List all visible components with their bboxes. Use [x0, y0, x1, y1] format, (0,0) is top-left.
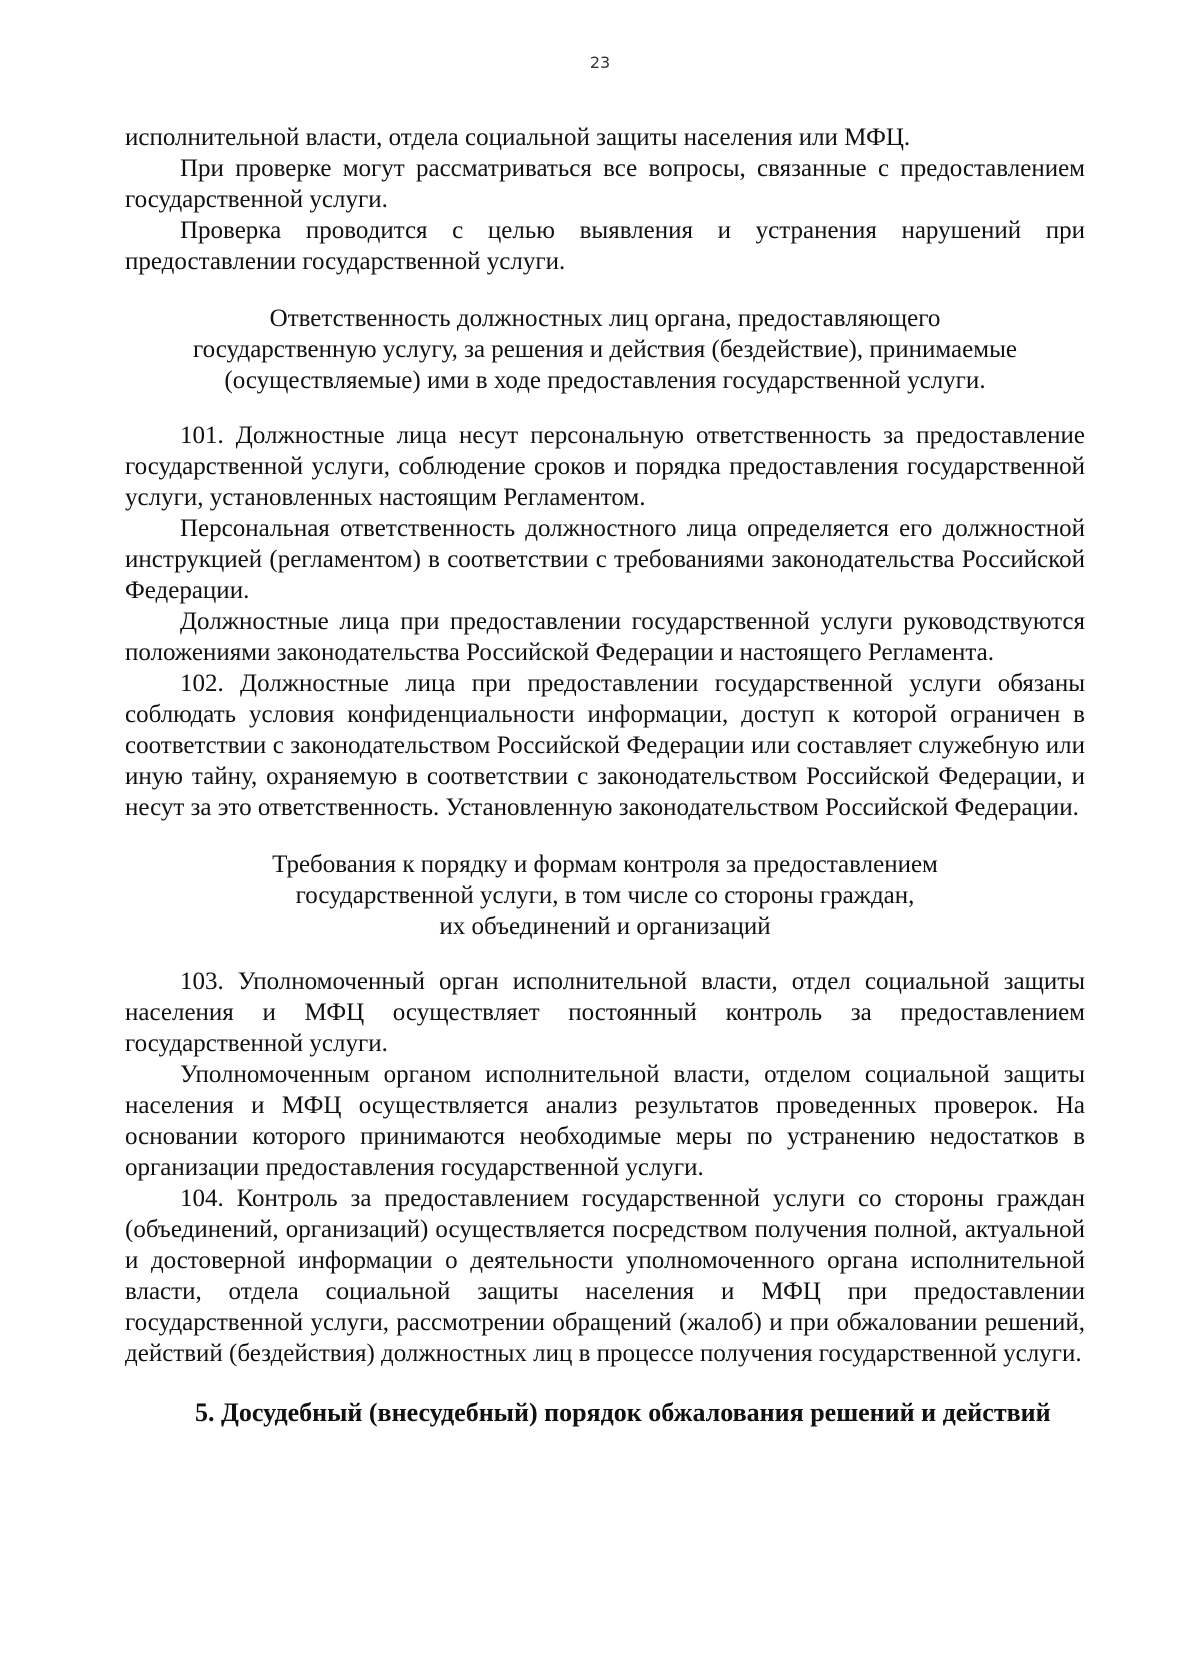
- paragraph: 104. Контроль за предоставлением государственной услуги со стороны граждан (объединений, организаций) осуществляется посредством получения полной, актуальной и достоверной информации о деятельности уполномоченного органа исполнительной власти, отдела социальной защиты населения и МФЦ при предоставлении государственной услуги, рассмотрении обращений (жалоб) и при обжаловании решений, действий (бездействия) должностных лиц в процессе получения государственной услуги.: [125, 1185, 1085, 1367]
- paragraph: 103. Уполномоченный орган исполнительной власти, отдел социальной защиты населения и МФЦ осуществляет постоянный контроль за предоставлением государственной услуги.: [125, 968, 1085, 1057]
- document-body: [125, 122, 1085, 1428]
- paragraph: Проверка проводится с целью выявления и устранения нарушений при предоставлении государственной услуги.: [125, 217, 1085, 275]
- paragraph: 102. Должностные лица при предоставлении государственной услуги обязаны соблюдать условия конфиденциальности информации, доступ к которой ограничен в соответствии с законодательством Российской Федерации или составляет служебную или иную тайну, охраняемую в соответствии с законодательством Российской Федерации, и несут за это ответственность. Установленную законодательством Российской Федерации.: [125, 670, 1085, 821]
- chapter-title: 5. Досудебный (внесудебный) порядок обжалования решений и действий: [195, 1398, 1051, 1427]
- section-heading: Требования к порядку и формам контроля за предоставлением государственной услуги, в том числе со стороны граждан, их объединений и организаций: [272, 851, 938, 940]
- paragraph: Персональная ответственность должностного лица определяется его должностной инструкцией (регламентом) в соответствии с требованиями законодательства Российской Федерации.: [125, 515, 1085, 604]
- paragraph: При проверке могут рассматриваться все вопросы, связанные с предоставлением государственной услуги.: [125, 155, 1085, 213]
- paragraph: Должностные лица при предоставлении государственной услуги руководствуются положениями законодательства Российской Федерации и настоящего Регламента.: [125, 608, 1085, 666]
- page-number: 23: [589, 53, 611, 72]
- paragraph: исполнительной власти, отдела социальной защиты населения или МФЦ.: [125, 124, 911, 151]
- paragraph: Уполномоченным органом исполнительной власти, отделом социальной защиты населения и МФЦ осуществляется анализ результатов проведенных проверок. На основании которого принимаются необходимые меры по устранению недостатков в организации предоставления государственной услуги.: [125, 1061, 1085, 1181]
- paragraph: 101. Должностные лица несут персональную ответственность за предоставление государственной услуги, соблюдение сроков и порядка предоставления государственной услуги, установленных настоящим Регламентом.: [125, 422, 1085, 511]
- section-heading: Ответственность должностных лиц органа, предоставляющего государственную услугу, за решения и действия (бездействие), принимаемые (осуществляемые) ими в ходе предоставления государственной услуги.: [193, 305, 1017, 394]
